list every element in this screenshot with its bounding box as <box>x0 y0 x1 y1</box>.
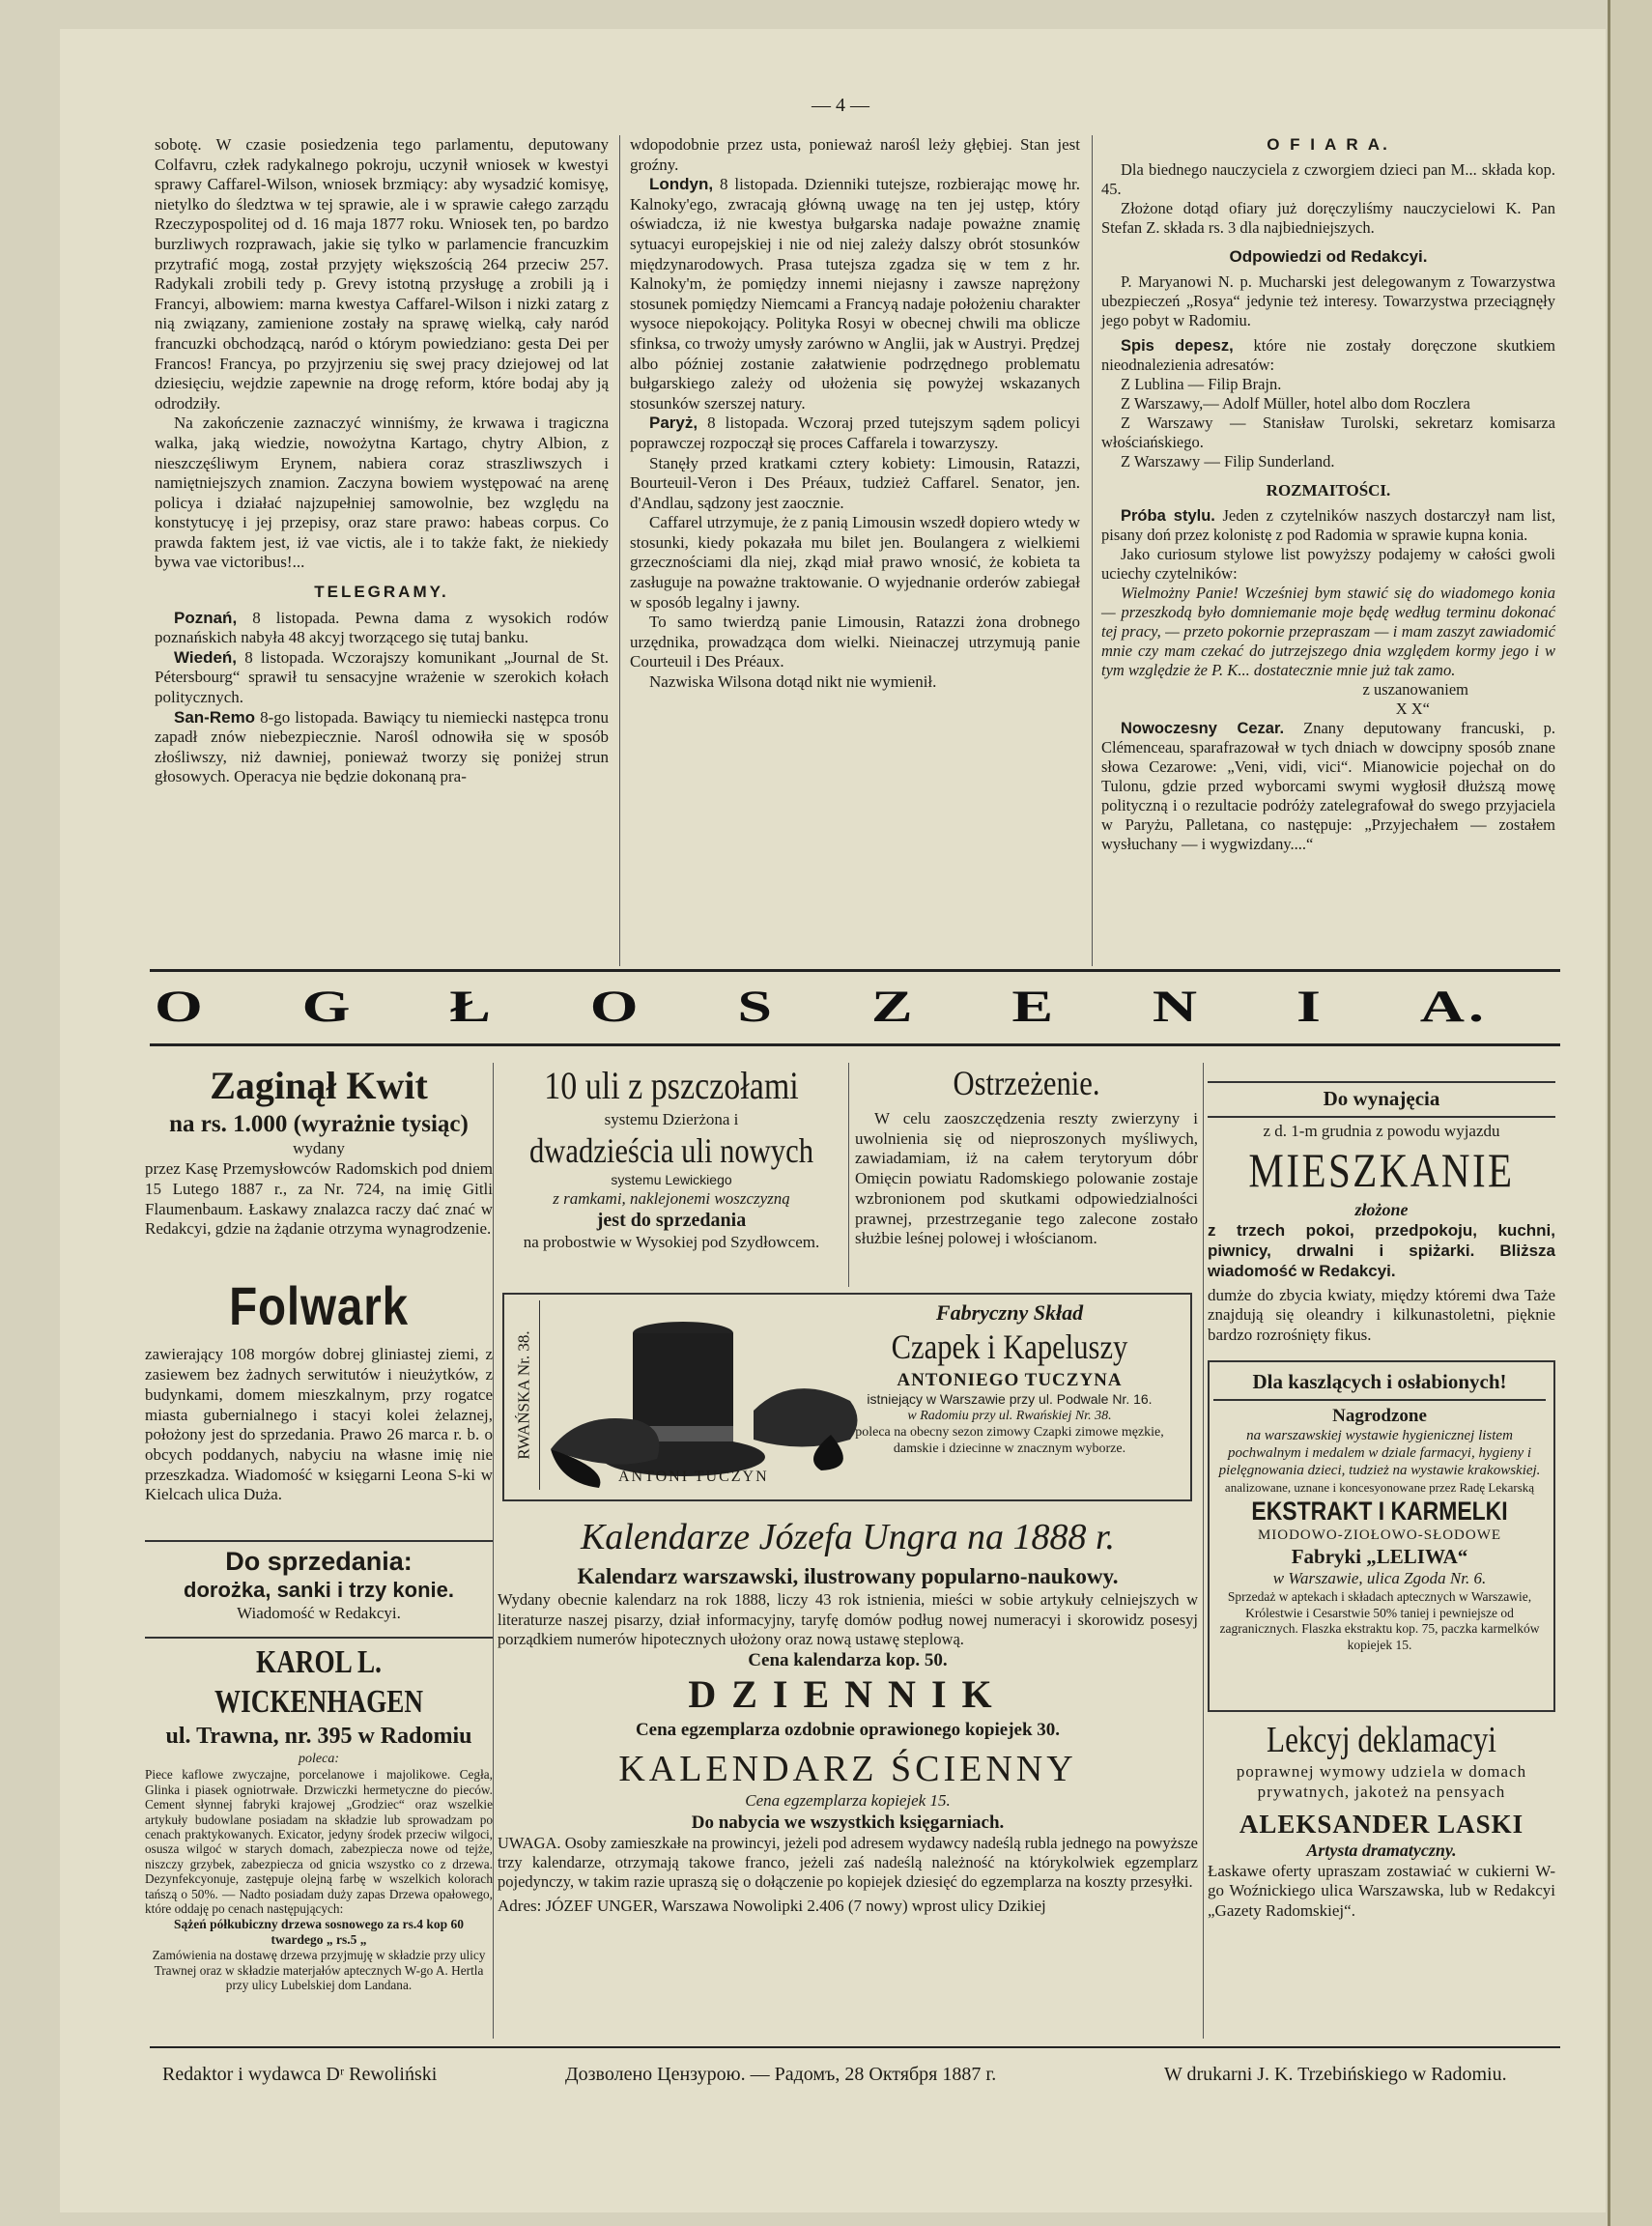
ad-text: w Radomiu przy ul. Rwańskiej Nr. 38. <box>907 1408 1112 1423</box>
ad-text: na probostwie w Wysokiej pod Szydłowcem. <box>523 1232 820 1251</box>
ad-title: DZIENNIK <box>688 1671 1008 1716</box>
ad-text: Fabryki „LELIWA“ <box>1291 1544 1468 1568</box>
ad-text: Piece kaflowe zwyczajne, porcelanowe i majolikowe. Cegła, Glinka i piasek ogniotrwałe. Drzwiczki hermetyczne do pieców. Cement słynnej fabryki krajowej „Grodziec“ oraz wszelkie artykuły budowlane posiadam na składzie lub sprowadzam po cenach praktykowanych. Exicator, jedyny środek przeciw wilgoci, osusza wilgoć w starych domach, zabezpiecza nowe od tejże, niszczy grzybek, zabezpiecza od gnicia wszystko co z drzewa. Dezynfekcyonuje, zastępuje olejną farbę w wszelkich kolorach tańszą o 50%. — Nadto posiadam duży zapas Drzewa opałowego, które oddaję po cenach następujących: <box>145 1767 493 1917</box>
ad-price: twardego „ rs.5 „ <box>271 1931 367 1947</box>
notice-text: P. Maryanowi N. p. Mucharski jest delegowanym z Towarzystwa ubezpieczeń „Rosya“ jedynie też interesy. Towarzystwa przeciągnęły jego pobyt w Radomiu. <box>1101 272 1555 329</box>
ad-do-sprzedania <box>145 1536 493 1624</box>
dateline: Paryż, <box>649 414 698 433</box>
ad-text: z trzech pokoi, przedpokoju, kuchni, piwnicy, drwalni i spiżarki. Bliższa wiadomość w Redakcyi. <box>1208 1221 1555 1280</box>
ad-tuczyn-side <box>510 1300 540 1490</box>
ad-title: Zaginął Kwit <box>210 1064 428 1107</box>
article-paragraph: To samo twierdzą panie Limousin, Ratazzi żona drobnego urzędnika, prowadząca dom wielki. Nieinaczej utrzymują panie Courteuil i Des Préaux. <box>630 613 1080 671</box>
ad-divider <box>493 1063 494 2039</box>
ad-title: Ostrzeżenie. <box>953 1064 1100 1102</box>
ad-ule <box>498 1063 845 1252</box>
telegram-text: 8 listopada. Wczorajszy komunikant „Journal de St. Pétersbourg“ sprawił tu sensacyjne wrażenie w szerokich kołach politycznych. <box>155 647 609 707</box>
ad-text: Artysta dramatyczny. <box>1306 1840 1457 1860</box>
page-edge <box>1608 0 1652 2226</box>
banner-rule-top <box>150 969 1560 972</box>
ad-text: poleca: <box>299 1752 339 1767</box>
ad-title: KALENDARZ ŚCIENNY <box>618 1748 1077 1789</box>
ad-kalendarze <box>498 1515 1198 1916</box>
ad-tuczyn-text <box>840 1300 1179 1457</box>
notice-label: Nowoczesny Cezar. <box>1121 720 1285 737</box>
letter-signature: z uszanowaniem <box>1362 680 1468 699</box>
article-paragraph: wdopodobnie przez usta, ponieważ narośl leży głębiej. Stan jest groźny. <box>630 135 1080 174</box>
ad-text: Nagrodzone <box>1332 1405 1427 1426</box>
notice-text: Jako curiosum stylowe list powyższy podajemy w całości gwoli uciechy czytelników: <box>1101 545 1555 583</box>
ad-divider <box>848 1063 849 1287</box>
banner-letter: E <box>1011 982 1058 1032</box>
ad-title: Czapek i Kapeluszy <box>891 1327 1128 1366</box>
column-1 <box>155 135 609 787</box>
ad-title: Lekcyj deklamacyi <box>1267 1720 1496 1760</box>
article-text: 8 listopada. Wczoraj przed tutejszym sądem policyi poprawczej rozpoczął się proces Caffarela i towarzyszy. <box>630 414 1081 452</box>
ad-subtitle: dorożka, sanki i trzy konie. <box>184 1577 454 1602</box>
ad-title: 10 uli z pszczołami <box>544 1064 799 1107</box>
ad-title: EKSTRAKT I KARMELKI <box>1251 1496 1508 1526</box>
ad-vertical-text: RWAŃSKA Nr. 38. <box>515 1330 533 1460</box>
column-3 <box>1101 135 1555 854</box>
ad-text: z d. 1-m grudnia z powodu wyjazdu <box>1263 1121 1500 1140</box>
ad-leliwa <box>1213 1370 1546 1653</box>
ad-text: przez Kasę Przemysłowców Radomskich pod dniem 15 Lutego 1887 r., za Nr. 724, na imię Gitli Flaumenbaum. Łaskawy znalazca raczy dać znać w Redakcyi, gdzie na żądanie otrzyma wynagrodzenie. <box>145 1159 493 1239</box>
ad-text: istniejący w Warszawie przy ul. Podwale Nr. 16. <box>867 1390 1153 1407</box>
ad-text: dumże do zbycia kwiaty, między któremi dwa Taże znajdują się oleandry i kilkunastoletni, pięknie bardzo rozrośnięty fikus. <box>1208 1285 1555 1344</box>
ad-address: ul. Trawna, nr. 395 w Radomiu <box>165 1723 472 1749</box>
article-paragraph: Na zakończenie zaznaczyć winniśmy, że krwawa i tragiczna walka, jaką wiedzie, nowożytna Kartago, chytry Albion, z nieszczęśliwym Erynem, nabiera coraz straszliwszych i namiętniejszych znamion. Zaczyna bowiem występować na arenę policya i działać najzupełniej samowolnie, bez względu na konstytucyę i jej przepisy, oraz stare prawo: habeas corpus. Co prawda faktem jest, iż vae victis, ale i to także fakt, że niekiedy bywa vae victoribus!... <box>155 414 609 572</box>
article-paragraph: sobotę. W czasie posiedzenia tego parlamentu, deputowany Colfavru, człek radykalnego pokroju, uczynił wniosek w kwestyi sprawy Caffarel-Wilson, wniosek brzmiący: aby wysadzić komisyę, nietylko do śledztwa w tej sprawie, ale i w sprawie całego zarządu Rzeczypospolitej od d. 16 maja 1877 roku. Wniosek ten, po bardzo burzliwych rozprawach, jakie się tylko w parlamencie francuzkim przytrafić mogą, został przyjęty większością 264 przeciw 257. Radykali zrobili tedy p. Grevy istotną przysługę a zrobili ją i Francyi, albowiem: marna kwestya Caffarel-Wilson i nizki zatarg z nią związany, zamienione zostały na sprawę wielką, cały naród francuzki obchodzącą, naród o którym powiedziano: gesta Dei per Francos! Francya, po przyjrzeniu się swej pracy dziejowej od lat dziesięciu, wejdzie zapewnie na drogę reform, które bodaj aby ją odrodziły. <box>155 135 609 413</box>
ad-folwark <box>145 1273 493 1505</box>
dateline: San-Remo <box>174 707 256 727</box>
column-2 <box>630 135 1080 693</box>
telegram-heading: TELEGRAMY. <box>314 583 449 602</box>
telegram-entry: Z Lublina — Filip Brajn. <box>1121 375 1282 393</box>
ad-price: Cena kalendarza kop. 50. <box>748 1649 948 1670</box>
notice-label: Spis depesz, <box>1121 337 1234 355</box>
ad-ostrzezenie <box>855 1063 1198 1249</box>
ad-text: systemu Lewickiego <box>611 1172 732 1188</box>
ad-text: Do nabycia we wszystkich księgarniach. <box>691 1812 1005 1834</box>
ad-title: Do sprzedania: <box>225 1547 413 1576</box>
ad-laski <box>1208 1718 1555 1922</box>
ad-text: na warszawskiej wystawie hygienicznej listem pochwalnym i medalem w dziale farmacyi, hygieny i pielęgnowania dzieci, tudzież na wystawie krakowskiej. <box>1218 1427 1541 1479</box>
banner-letter: O <box>589 982 642 1032</box>
banner-letter: N <box>1152 982 1202 1032</box>
ad-text: Wydany obecnie kalendarz na rok 1888, liczy 43 rok istnienia, mieści w sobie artykuły celniejszych w literaturze naszej pisarzy, dział informacyjny, taryfę domów podług nowej numeracyi i skorowidz posesyj porządkiem numerów hipotecznych ułożony oraz nową ustawę steplową. <box>498 1590 1198 1648</box>
article-paragraph: Nazwiska Wilsona dotąd nikt nie wymienił. <box>649 672 937 692</box>
notice-label: Próba stylu. <box>1121 507 1215 525</box>
telegram-entry: Z Warszawy,— Adolf Müller, hotel albo dom Roczlera <box>1121 394 1470 413</box>
ad-price: Sążeń półkubiczny drzewa sosnowego za rs.4 kop 60 <box>173 1916 465 1931</box>
article-paragraph: Stanęły przed kratkami cztery kobiety: Limousin, Ratazzi, Bourteuil-Veron i Des Préaux, tudzież Caffarel. Senator, jen. d'Andlau, sądzony jest zaocznie. <box>630 453 1080 512</box>
ad-text: z ramkami, naklejonemi woszczyzną <box>553 1188 790 1208</box>
banner-letter: I <box>1296 982 1324 1032</box>
notice-text: Znany deputowany francuski, p. Clémenceau, sparafrazował w tych dniach w dowcipny sposób znane słowa Cezarowe: „Veni, vidi, vici“. Mianowicie pojechał on do Tulonu, gdzie przed wyborcami swymi wygłosił dłuższą mowę polityczną i o rezultacie podróży zatelegrafował do swego przyjaciela w Paryżu, Palletana, co następuje: „Przyjechałem — zostałem wysłuchany — i wygwizdany....“ <box>1101 719 1556 853</box>
ad-address: Adres: JÓZEF UNGER, Warszawa Nowolipki 2.406 (7 nowy) wprost ulicy Dzikiej <box>498 1896 1046 1915</box>
ad-name: ALEKSANDER LASKI <box>1239 1809 1524 1839</box>
ofiara-heading: O F I A R A. <box>1267 135 1390 154</box>
ad-title: Kalendarze Józefa Ungra na 1888 r. <box>580 1517 1116 1557</box>
telegram-entry: Z Warszawy — Filip Sunderland. <box>1121 452 1335 471</box>
ad-price: Cena egzemplarza ozdobnie oprawionego kopiejek 30. <box>635 1719 1061 1740</box>
ad-text: Zamówienia na dostawę drzewa przyjmuję w składzie przy ulicy Trawnej oraz w składzie materjałów aptecznych W-go A. Hertla przy ulicy Lubelskiej dom Landana. <box>152 1948 486 1993</box>
notice-text: Jeden z czytelników naszych dostarczył nam list, pisany doń przez kolonistę z pod Radomia w sprawie kupna konia. <box>1101 506 1555 544</box>
footer-censor: Дозволено Цензурою. — Радомъ, 28 Октября 1887 г. <box>565 2064 997 2085</box>
notice-text: Złożone dotąd ofiary już doręczyliśmy nauczycielowi K. Pan Stefan Z. składa rs. 3 dla najbiedniejszych. <box>1101 199 1555 237</box>
footer-rule <box>150 2046 1560 2048</box>
dateline: Wiedeń, <box>174 647 238 667</box>
ad-text: jest do sprzedania <box>596 1210 747 1232</box>
page-number: — 4 — <box>812 95 869 116</box>
ad-subtitle: MIODOWO-ZIOŁOWO-SŁODOWE <box>1257 1527 1502 1544</box>
telegram-text: 8 listopada. Pewna dama z wysokich rodów poznańskich nabyła 48 akcyj tworzącego się tutaj banku. <box>155 608 609 647</box>
ad-mieszkanie <box>1208 1077 1555 1346</box>
ad-title: MIESZKANIE <box>1248 1143 1515 1198</box>
notice-text: które nie zostały doręczone skutkiem nieodnalezienia adresatów: <box>1101 336 1556 374</box>
ad-text: Sprzedaż w aptekach i składach aptecznych w Warszawie, Królestwie i Cesarstwie 50% taniej i pewniejsze od zagranicznych. Flaszka ekstraktu kop. 75, paczka karmelków kopiejek 15. <box>1219 1589 1540 1652</box>
column-divider <box>619 135 620 966</box>
ad-text: UWAGA. Osoby zamieszkałe na prowincyi, jeżeli pod adresem wydawcy nadeślą rubla jednego na powyższe trzy kalendarze, otrzymają takowe franco, jeżeli zaś nadeślą należność na którykolwiek egzemplarz pojedynczy, w takim razie upraszą się o dołączenie po kopiejek dziesięć do egzemplarza na koszty przesyłki. <box>498 1834 1198 1892</box>
footer-editor: Redaktor i wydawca Dʳ Rewoliński <box>162 2064 438 2085</box>
letter-signature: X X“ <box>1395 699 1430 718</box>
ad-zaginal-kwit <box>145 1063 493 1240</box>
ad-text: analizowane, uznane i koncesyonowane przez Radę Lekarską <box>1224 1479 1535 1495</box>
ad-address: w Warszawie, ulica Zgoda Nr. 6. <box>1272 1569 1487 1588</box>
letter-text: Wielmożny Panie! Wcześniej bym stawić się do wiadomego konia — przeszkodą było domniemanie moje będę według terminu dokonać tej pracy, — przeto pokornie przepraszam — i mam zaszyt zawiadomić mnie czy mam czekać do jutrzejszego dnia względem kormy jego i w tym względzie że P. K... dostatecznie mnie już tak zamo. <box>1101 584 1555 679</box>
ad-text: W celu zaoszczędzenia reszty zwierzyny i uwolnienia się od nieproszonych myśliwych, zawiadamiam, iż na całem terytoryum dóbr Omięcin powiatu Radomskiego polowanie zostaje wzbronionem pod skutkami odpowiedzialności prawnej, przestrzeganie tego zalecone zostało służbie leśnej polowej i włościanom. <box>855 1108 1198 1248</box>
ad-signature: ANTONI TUCZYN <box>618 1469 769 1485</box>
dateline: Londyn, <box>649 175 714 194</box>
dateline: Poznań, <box>174 608 238 627</box>
ad-title: dwadzieścia uli nowych <box>528 1130 813 1170</box>
banner-letter: O <box>155 982 207 1032</box>
ad-text: Wiadomość w Redakcyi. <box>237 1603 401 1622</box>
ad-amount: na rs. 1.000 (wyrażnie tysiąc) <box>169 1110 469 1137</box>
telegram-entry: Z Warszawy — Stanisław Turolski, sekretarz komisarza włościańskiego. <box>1101 414 1555 451</box>
ad-divider <box>1203 1063 1204 2039</box>
notice-text: Dla biednego nauczyciela z czworgiem dzieci pan M... składa kop. 45. <box>1101 160 1555 198</box>
ad-wickenhagen <box>145 1633 493 1993</box>
odpowiedzi-heading: Odpowiedzi od Redakcyi. <box>1229 247 1428 266</box>
banner-letter: A. <box>1419 982 1488 1032</box>
article-text: 8 listopada. Dzienniki tutejsze, rozbierając mowę hr. Kalnoky'ego, zwracają główną uwagę na ten jej ustęp, który oświadcza, iż nie kwestya bułgarska nadaje poważne znamię sytuacyi europejskiej i nie od niej zależy dalszy obrót stosunków międzynarodowych. Prasa tutejsza zgadza się w tem z hr. Kalnoky'm, że pomiędzy innemi niejasny i zawsze naprężony stosunek pomiędzy Niemcami a Francyą nadaje położeniu charakter wysoce niepokojący. Polityka Rosyi w obecnej chwili ma oblicze sfinksa, co trwoży umysły zarówno w Anglii, jak w Austryi. Prędzej albo później zostanie załatwienie podrzędnego problematu bułgarskiego zależy od ułożenia się powyżej wskazanych stosunków szerszej natury. <box>630 175 1081 413</box>
banner-letter: Ł <box>449 982 495 1032</box>
ad-price: Cena egzemplarza kopiejek 15. <box>745 1791 951 1811</box>
ad-text: poleca na obecny sezon zimowy Czapki zimowe męzkie, damskie i dziecinne w znacznym wyborze. <box>855 1425 1164 1457</box>
ad-owner: ANTONIEGO TUCZYNA <box>897 1369 1123 1390</box>
banner-rule-bottom <box>150 1043 1560 1046</box>
banner-letter: G <box>301 982 355 1032</box>
ad-text: poprawnej wymowy udziela w domach prywatnych, jakoteż na pensyach <box>1236 1762 1527 1802</box>
ad-subtitle: Kalendarz warszawski, ilustrowany popularno-naukowy. <box>577 1564 1119 1589</box>
ad-heading: Fabryczny Skład <box>935 1300 1084 1325</box>
rozmaitosci-heading: ROZMAITOŚCI. <box>1266 481 1391 499</box>
ad-heading: Dla kaszlących i osłabionych! <box>1252 1370 1507 1393</box>
ad-text: systemu Dzierżona i <box>604 1109 739 1128</box>
banner-letter: Z <box>870 982 917 1032</box>
banner-letter: S <box>737 982 776 1032</box>
ad-text: zawierający 108 morgów dobrej gliniastej ziemi, z zasiewem bez żadnych serwitutów i nieużytków, z budynkami, domem mieszkalnym, przy rogatce miasta gubernialnego i stacyi kolei żelaznej, położony jest do sprzedania. Prawo 26 marca r. b. o obcych poddanych, nabyciu na własne imię nie przeszkadza. Wiadomość w księgarni Leona S-ki w Kielcach ulica Duża. <box>145 1345 493 1504</box>
ad-title: KAROL L. WICKENHAGEN <box>214 1644 424 1721</box>
column-divider <box>1092 135 1093 966</box>
ad-heading: Do wynajęcia <box>1323 1087 1440 1110</box>
ad-text: złożone <box>1354 1200 1409 1220</box>
ogloszenia-banner <box>155 982 1488 1032</box>
telegram-text: 8-go listopada. Bawiący tu niemiecki następca tronu zapadł znów niebezpiecznie. Narośl odnowiła się w sposób złośliwszy, niż dawniej, ponieważ tworzy się poniżej strun głosowych. Operacya nie będzie dokonaną pra- <box>155 707 609 786</box>
footer-printer: W drukarni J. K. Trzebińskiego w Radomiu. <box>1164 2064 1507 2085</box>
article-paragraph: Caffarel utrzymuje, że z panią Limousin wszedł dopiero wtedy w stosunki, kiedy pokazała mu bilet jen. Boulangera z wielkiemi grzecznościami dla niej, zkąd miał prawo wnosić, że kobieta ta zasługuje na poważne traktowanie. O wyjednanie orderów zabiegał w sposób legalny i jawny. <box>630 513 1080 612</box>
ad-text: Łaskawe oferty upraszam zostawiać w cukierni W-go Woźnickiego ulica Warszawska, lub w Redakcyi „Gazety Radomskiej“. <box>1208 1861 1555 1921</box>
ad-title: Folwark <box>229 1275 409 1336</box>
ad-text: wydany <box>293 1139 345 1158</box>
